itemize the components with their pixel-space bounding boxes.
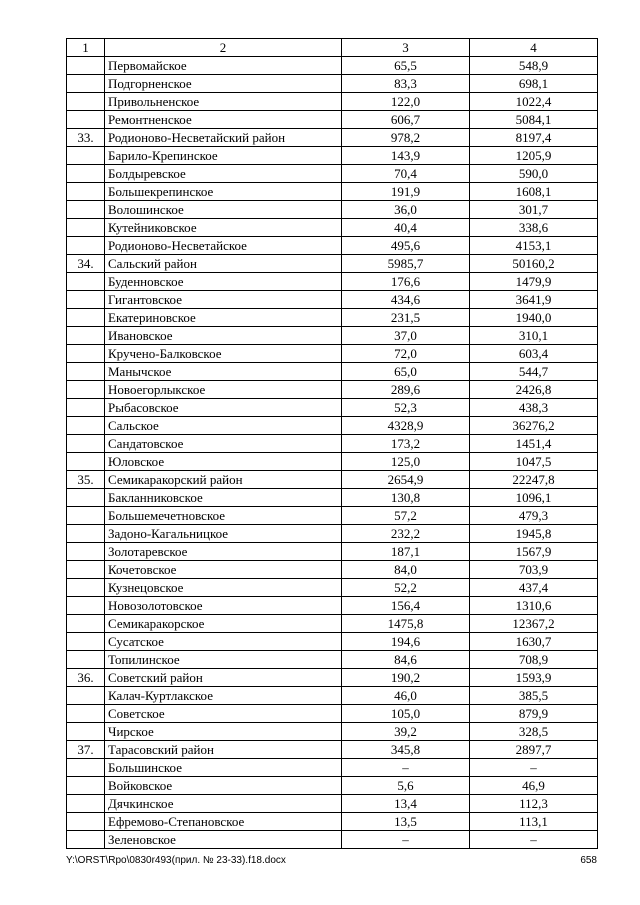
row-value3-cell: 231,5 (342, 309, 470, 327)
row-number-cell (67, 345, 105, 363)
row-number-cell: 36. (67, 669, 105, 687)
table-row (67, 471, 598, 489)
row-name-cell: Большемечетновское (105, 507, 342, 525)
table-row (67, 507, 598, 525)
row-name-cell: Бакланниковское (105, 489, 342, 507)
row-value3-cell: 65,5 (342, 57, 470, 75)
row-number-cell (67, 489, 105, 507)
row-value4-cell: 1630,7 (470, 633, 598, 651)
row-value3-cell: 105,0 (342, 705, 470, 723)
row-name-cell: Кручено-Балковское (105, 345, 342, 363)
table-row (67, 111, 598, 129)
table-row (67, 543, 598, 561)
row-number-cell (67, 705, 105, 723)
row-name-cell: Екатериновское (105, 309, 342, 327)
table-row (67, 687, 598, 705)
row-name-cell: Советский район (105, 669, 342, 687)
table-row (67, 165, 598, 183)
row-value3-cell: 2654,9 (342, 471, 470, 489)
row-number-cell (67, 687, 105, 705)
row-number-cell: 34. (67, 255, 105, 273)
row-number-cell (67, 525, 105, 543)
row-value4-cell: 12367,2 (470, 615, 598, 633)
row-value4-cell: 3641,9 (470, 291, 598, 309)
table-row (67, 579, 598, 597)
table-row (67, 273, 598, 291)
row-value3-cell: – (342, 759, 470, 777)
table-row (67, 525, 598, 543)
row-value4-cell: 1608,1 (470, 183, 598, 201)
row-name-cell: Семикаракорское (105, 615, 342, 633)
row-name-cell: Рыбасовское (105, 399, 342, 417)
table-row (67, 255, 598, 273)
row-name-cell: Болдыревское (105, 165, 342, 183)
row-value3-cell: 5,6 (342, 777, 470, 795)
row-value4-cell: – (470, 831, 598, 849)
row-value3-cell: 5985,7 (342, 255, 470, 273)
data-table (66, 38, 598, 849)
row-name-cell: Ивановское (105, 327, 342, 345)
row-name-cell: Большекрепинское (105, 183, 342, 201)
row-value4-cell: 2426,8 (470, 381, 598, 399)
row-value4-cell: 1451,4 (470, 435, 598, 453)
row-name-cell: Сусатское (105, 633, 342, 651)
table-row (67, 669, 598, 687)
row-value3-cell: 190,2 (342, 669, 470, 687)
row-name-cell: Чирское (105, 723, 342, 741)
footer-page-number: 658 (580, 855, 597, 866)
table-row (67, 831, 598, 849)
row-value3-cell: 187,1 (342, 543, 470, 561)
row-name-cell: Буденновское (105, 273, 342, 291)
row-value4-cell: 385,5 (470, 687, 598, 705)
row-number-cell (67, 363, 105, 381)
row-name-cell: Привольненское (105, 93, 342, 111)
row-number-cell (67, 309, 105, 327)
row-name-cell: Топилинское (105, 651, 342, 669)
row-value4-cell: 4153,1 (470, 237, 598, 255)
row-value4-cell: 1945,8 (470, 525, 598, 543)
row-value4-cell: 603,4 (470, 345, 598, 363)
row-number-cell (67, 273, 105, 291)
row-number-cell (67, 561, 105, 579)
table-row (67, 381, 598, 399)
row-value4-cell: 438,3 (470, 399, 598, 417)
row-name-cell: Манычское (105, 363, 342, 381)
row-value3-cell: 52,2 (342, 579, 470, 597)
row-value4-cell: 1593,9 (470, 669, 598, 687)
row-value4-cell: 36276,2 (470, 417, 598, 435)
row-value3-cell: 57,2 (342, 507, 470, 525)
table-row (67, 363, 598, 381)
row-name-cell: Новоегорлыкское (105, 381, 342, 399)
row-value3-cell: 125,0 (342, 453, 470, 471)
row-name-cell: Калач-Куртлакское (105, 687, 342, 705)
row-value3-cell: 39,2 (342, 723, 470, 741)
row-value4-cell: 703,9 (470, 561, 598, 579)
row-number-cell (67, 291, 105, 309)
header-cell-3: 3 (342, 39, 470, 57)
row-name-cell: Дячкинское (105, 795, 342, 813)
row-value3-cell: 4328,9 (342, 417, 470, 435)
table-row (67, 651, 598, 669)
row-number-cell (67, 165, 105, 183)
row-number-cell (67, 75, 105, 93)
row-name-cell: Кутейниковское (105, 219, 342, 237)
row-value3-cell: 37,0 (342, 327, 470, 345)
row-value3-cell: 40,4 (342, 219, 470, 237)
row-number-cell (67, 633, 105, 651)
header-cell-4: 4 (470, 39, 598, 57)
table-row (67, 147, 598, 165)
table-row (67, 75, 598, 93)
row-name-cell: Кузнецовское (105, 579, 342, 597)
row-value4-cell: 301,7 (470, 201, 598, 219)
row-value3-cell: 173,2 (342, 435, 470, 453)
row-value3-cell: 52,3 (342, 399, 470, 417)
row-value4-cell: 479,3 (470, 507, 598, 525)
row-value4-cell: 1022,4 (470, 93, 598, 111)
row-value4-cell: 437,4 (470, 579, 598, 597)
row-number-cell (67, 111, 105, 129)
row-number-cell (67, 399, 105, 417)
row-name-cell: Зеленовское (105, 831, 342, 849)
row-value4-cell: 22247,8 (470, 471, 598, 489)
row-value3-cell: 434,6 (342, 291, 470, 309)
row-value3-cell: 232,2 (342, 525, 470, 543)
row-value4-cell: 310,1 (470, 327, 598, 345)
row-name-cell: Первомайское (105, 57, 342, 75)
row-value3-cell: 84,0 (342, 561, 470, 579)
row-name-cell: Волошинское (105, 201, 342, 219)
row-value3-cell: 143,9 (342, 147, 470, 165)
table-row (67, 237, 598, 255)
row-name-cell: Тарасовский район (105, 741, 342, 759)
row-number-cell (67, 417, 105, 435)
row-number-cell (67, 237, 105, 255)
row-name-cell: Ремонтненское (105, 111, 342, 129)
row-number-cell (67, 381, 105, 399)
row-value4-cell: 544,7 (470, 363, 598, 381)
table-row (67, 57, 598, 75)
row-name-cell: Юловское (105, 453, 342, 471)
row-value4-cell: – (470, 759, 598, 777)
row-value3-cell: 194,6 (342, 633, 470, 651)
row-value3-cell: 495,6 (342, 237, 470, 255)
table-row (67, 345, 598, 363)
row-name-cell: Советское (105, 705, 342, 723)
row-number-cell (67, 615, 105, 633)
row-value3-cell: 156,4 (342, 597, 470, 615)
table-row (67, 399, 598, 417)
row-name-cell: Семикаракорский район (105, 471, 342, 489)
row-name-cell: Родионово-Несветайское (105, 237, 342, 255)
row-value4-cell: 2897,7 (470, 741, 598, 759)
row-number-cell (67, 219, 105, 237)
table-row (67, 201, 598, 219)
table-row (67, 327, 598, 345)
row-value4-cell: 1310,6 (470, 597, 598, 615)
row-value4-cell: 590,0 (470, 165, 598, 183)
row-name-cell: Подгорненское (105, 75, 342, 93)
row-value3-cell: – (342, 831, 470, 849)
row-number-cell (67, 147, 105, 165)
row-number-cell (67, 57, 105, 75)
row-number-cell (67, 831, 105, 849)
table-row (67, 219, 598, 237)
row-number-cell (67, 183, 105, 201)
row-number-cell (67, 93, 105, 111)
header-cell-1: 1 (67, 39, 105, 57)
row-value3-cell: 13,4 (342, 795, 470, 813)
table-row (67, 417, 598, 435)
row-number-cell (67, 651, 105, 669)
row-value4-cell: 708,9 (470, 651, 598, 669)
table-row (67, 615, 598, 633)
table-body (67, 39, 598, 849)
row-name-cell: Барило-Крепинское (105, 147, 342, 165)
row-value4-cell: 1940,0 (470, 309, 598, 327)
row-number-cell (67, 597, 105, 615)
row-number-cell (67, 795, 105, 813)
row-value3-cell: 70,4 (342, 165, 470, 183)
row-name-cell: Сальский район (105, 255, 342, 273)
row-value3-cell: 46,0 (342, 687, 470, 705)
table-row (67, 633, 598, 651)
row-value3-cell: 1475,8 (342, 615, 470, 633)
row-number-cell (67, 201, 105, 219)
row-value3-cell: 978,2 (342, 129, 470, 147)
row-value4-cell: 5084,1 (470, 111, 598, 129)
table-row (67, 777, 598, 795)
row-number-cell (67, 579, 105, 597)
row-value3-cell: 130,8 (342, 489, 470, 507)
row-value4-cell: 338,6 (470, 219, 598, 237)
row-value4-cell: 548,9 (470, 57, 598, 75)
table-row (67, 183, 598, 201)
row-name-cell: Золотаревское (105, 543, 342, 561)
row-name-cell: Гигантовское (105, 291, 342, 309)
header-cell-2: 2 (105, 39, 342, 57)
table-row (67, 759, 598, 777)
row-value3-cell: 606,7 (342, 111, 470, 129)
row-value4-cell: 328,5 (470, 723, 598, 741)
row-value4-cell: 8197,4 (470, 129, 598, 147)
row-value4-cell: 879,9 (470, 705, 598, 723)
row-value3-cell: 122,0 (342, 93, 470, 111)
row-name-cell: Сандатовское (105, 435, 342, 453)
row-value4-cell: 1567,9 (470, 543, 598, 561)
row-name-cell: Ефремово-Степановское (105, 813, 342, 831)
row-number-cell (67, 759, 105, 777)
row-value3-cell: 83,3 (342, 75, 470, 93)
row-value3-cell: 345,8 (342, 741, 470, 759)
row-number-cell (67, 723, 105, 741)
row-value4-cell: 1205,9 (470, 147, 598, 165)
row-value4-cell: 50160,2 (470, 255, 598, 273)
row-number-cell: 35. (67, 471, 105, 489)
row-value3-cell: 84,6 (342, 651, 470, 669)
row-name-cell: Сальское (105, 417, 342, 435)
row-value4-cell: 112,3 (470, 795, 598, 813)
table-row (67, 741, 598, 759)
row-value3-cell: 36,0 (342, 201, 470, 219)
row-number-cell (67, 543, 105, 561)
row-value3-cell: 176,6 (342, 273, 470, 291)
table-row (67, 813, 598, 831)
row-value3-cell: 13,5 (342, 813, 470, 831)
row-name-cell: Большинское (105, 759, 342, 777)
row-name-cell: Родионово-Несветайский район (105, 129, 342, 147)
table-header-row (67, 39, 598, 57)
row-name-cell: Войковское (105, 777, 342, 795)
table-row (67, 291, 598, 309)
row-number-cell: 33. (67, 129, 105, 147)
row-name-cell: Новозолотовское (105, 597, 342, 615)
row-value4-cell: 1047,5 (470, 453, 598, 471)
row-value3-cell: 65,0 (342, 363, 470, 381)
table-row (67, 435, 598, 453)
row-number-cell (67, 507, 105, 525)
row-value4-cell: 46,9 (470, 777, 598, 795)
row-number-cell: 37. (67, 741, 105, 759)
table-row (67, 795, 598, 813)
footer-file-path: Y:\ORST\Rpo\0830r493(прил. № 23-33).f18.docx (66, 855, 286, 866)
row-number-cell (67, 777, 105, 795)
row-value3-cell: 72,0 (342, 345, 470, 363)
row-name-cell: Задоно-Кагальницкое (105, 525, 342, 543)
row-number-cell (67, 813, 105, 831)
row-number-cell (67, 453, 105, 471)
table-row (67, 597, 598, 615)
row-value4-cell: 1096,1 (470, 489, 598, 507)
table-row (67, 129, 598, 147)
table-row (67, 489, 598, 507)
row-name-cell: Кочетовское (105, 561, 342, 579)
row-number-cell (67, 327, 105, 345)
row-number-cell (67, 435, 105, 453)
table-row (67, 309, 598, 327)
table-row (67, 93, 598, 111)
row-value4-cell: 698,1 (470, 75, 598, 93)
row-value3-cell: 289,6 (342, 381, 470, 399)
table-row (67, 705, 598, 723)
table-row (67, 723, 598, 741)
row-value3-cell: 191,9 (342, 183, 470, 201)
table-row (67, 453, 598, 471)
row-value4-cell: 113,1 (470, 813, 598, 831)
row-value4-cell: 1479,9 (470, 273, 598, 291)
table-row (67, 561, 598, 579)
